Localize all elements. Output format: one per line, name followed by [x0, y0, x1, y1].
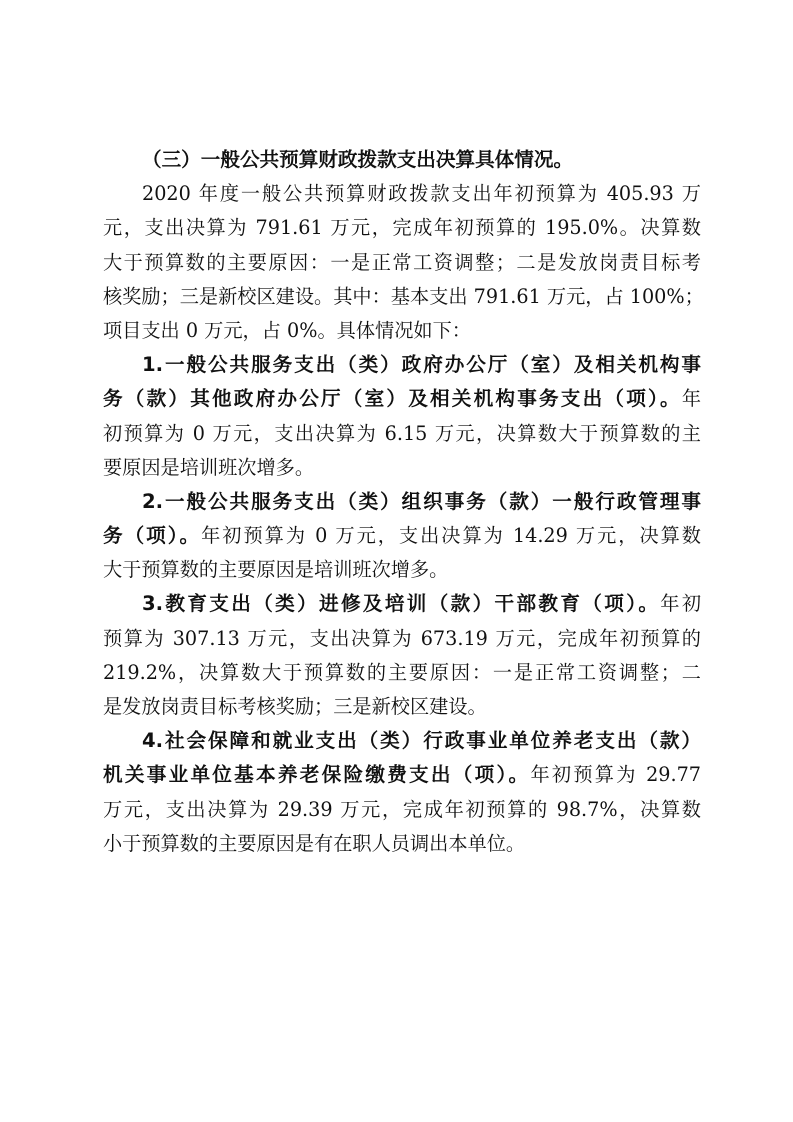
item3-line-4: 是发放岗责目标考核奖励；三是新校区建设。 — [103, 695, 487, 718]
item2-text-tail: 年初预算为 0 万元，支出决算为 14.29 万元，决算数 — [201, 524, 701, 548]
item1-line-4: 要原因是培训班次增多。 — [103, 455, 315, 479]
item2-line-2 — [103, 519, 701, 553]
item4-line-3: 万元，支出决算为 29.39 万元，完成年初预算的 98.7%，决算数 — [103, 797, 701, 821]
item4-title-line-2: 机关事业单位基本养老保险缴费支出（项）。 — [103, 763, 531, 787]
section-heading: （三）一般公共预算财政拨款支出决算具体情况。 — [142, 148, 574, 171]
item4-line-2 — [103, 758, 701, 792]
item3-line-3: 219.2%，决算数大于预算数的主要原因：一是正常工资调整；二 — [103, 660, 701, 684]
item4-line-4: 小于预算数的主要原因是有在职人员调出本单位。 — [103, 831, 526, 855]
item1-text-tail: 年 — [681, 387, 701, 411]
intro-line-4: 核奖励；三是新校区建设。其中：基本支出 791.61 万元，占 100%； — [103, 284, 704, 308]
item3-text-tail: 年初 — [660, 592, 702, 616]
item2-title-line-1: 2.一般公共服务支出（类）组织事务（款）一般行政管理事 — [142, 489, 701, 513]
item3-line-2: 预算为 307.13 万元，支出决算为 673.19 万元，完成年初预算的 — [103, 626, 701, 650]
intro-line-3: 大于预算数的主要原因：一是正常工资调整；二是发放岗责目标考 — [103, 250, 701, 274]
intro-line-5: 项目支出 0 万元，占 0%。具体情况如下： — [103, 318, 471, 342]
item1-line-2 — [103, 382, 701, 416]
item4-title-line-1: 4.社会保障和就业支出（类）行政事业单位养老支出（款） — [142, 729, 701, 753]
item2-title-line-2: 务（项）。 — [103, 524, 202, 548]
item1-line-3: 初预算为 0 万元，支出决算为 6.15 万元，决算数大于预算数的主 — [103, 421, 701, 445]
intro-line-2: 元，支出决算为 791.61 万元，完成年初预算的 195.0%。决算数 — [103, 216, 701, 240]
item2-line-3: 大于预算数的主要原因是培训班次增多。 — [103, 558, 449, 582]
item4-text-tail: 年初预算为 29.77 — [530, 763, 702, 787]
item3-title: 3.教育支出（类）进修及培训（款）干部教育（项）。 — [142, 592, 661, 616]
item1-title-line-2: 务（款）其他政府办公厅（室）及相关机构事务支出（项）。 — [103, 387, 682, 411]
item3-line-1 — [103, 587, 701, 621]
item1-title-line-1: 1.一般公共服务支出（类）政府办公厅（室）及相关机构事 — [142, 353, 701, 377]
document-body — [103, 143, 704, 861]
intro-line-1: 2020 年度一般公共预算财政拨款支出年初预算为 405.93 万 — [142, 182, 701, 206]
